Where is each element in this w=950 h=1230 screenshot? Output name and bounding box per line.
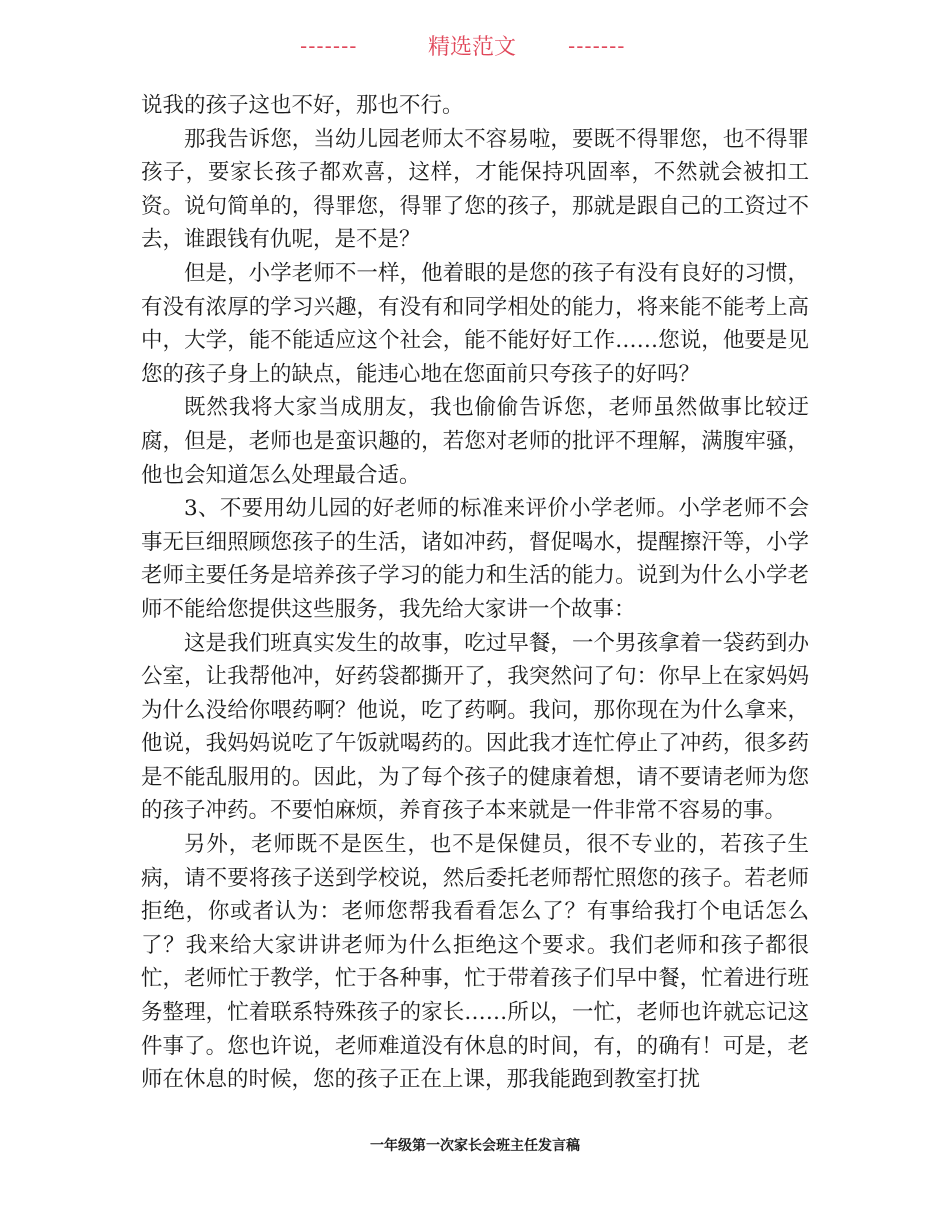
- paragraph: 但是，小学老师不一样，他着眼的是您的孩子有没有良好的习惯，有没有浓厚的学习兴趣，有没有和同学相处的能力，将来能不能考上高中，大学，能不能适应这个社会，能不能好好工作……您说，他要是见您的孩子身上的缺点，能违心地在您面前只夸孩子的好吗？: [141, 260, 809, 387]
- paragraph: 既然我将大家当成朋友，我也偷偷告诉您，老师虽然做事比较迂腐，但是，老师也是蛮识趣的，若您对老师的批评不理解，满腹牢骚，他也会知道怎么处理最合适。: [141, 395, 809, 488]
- paragraph-continuation: 说我的孩子这也不好，那也不行。: [141, 93, 464, 118]
- header-rule-right: -------: [568, 34, 626, 58]
- paragraph: 这是我们班真实发生的故事，吃过早餐，一个男孩拿着一袋药到办公室，让我帮他冲，好药袋都撕开了，我突然问了句：你早上在家妈妈为什么没给你喂药啊？他说，吃了药啊。我问，那你现在为什么拿来，他说，我妈妈说吃了午饭就喝药的。因此我才连忙停止了冲药，很多药是不能乱服用的。因此，为了每个孩子的健康着想，请不要请老师为您的孩子冲药。不要怕麻烦，养育孩子本来就是一件非常不容易的事。: [141, 630, 809, 824]
- document-body: [141, 89, 809, 1097]
- paragraph: 那我告诉您，当幼儿园老师太不容易啦，要既不得罪您，也不得罪孩子，要家长孩子都欢喜，这样，才能保持巩固率，不然就会被扣工资。说句简单的，得罪您，得罪了您的孩子，那就是跟自己的工资过不去，谁跟钱有仇呢，是不是？: [141, 126, 809, 253]
- header-rule-left: -------: [300, 34, 358, 58]
- header-title: 精选范文: [428, 35, 517, 60]
- paragraph: 另外，老师既不是医生，也不是保健员，很不专业的，若孩子生病，请不要将孩子送到学校说，然后委托老师帮忙照您的孩子。若老师拒绝，你或者认为：老师您帮我看看怎么了？有事给我打个电话怎么了？我来给大家讲讲老师为什么拒绝这个要求。我们老师和孩子都很忙，老师忙于教学，忙于各种事，忙于带着孩子们早中餐，忙着进行班务整理，忙着联系特殊孩子的家长……所以，一忙，老师也许就忘记这件事了。您也许说，老师难道没有休息的时间，有，的确有！可是，老师在休息的时候，您的孩子正在上课，那我能跑到教室打扰: [141, 832, 809, 1093]
- page-footer: 一年级第一次家长会班主任发言稿: [370, 1138, 580, 1154]
- paragraph: 3、不要用幼儿园的好老师的标准来评价小学老师。小学老师不会事无巨细照顾您孩子的生活，诸如冲药，督促喝水，提醒擦汗等，小学老师主要任务是培养孩子学习的能力和生活的能力。说到为什么小学老师不能给您提供这些服务，我先给大家讲一个故事：: [141, 496, 809, 622]
- page-header: [0, 30, 950, 70]
